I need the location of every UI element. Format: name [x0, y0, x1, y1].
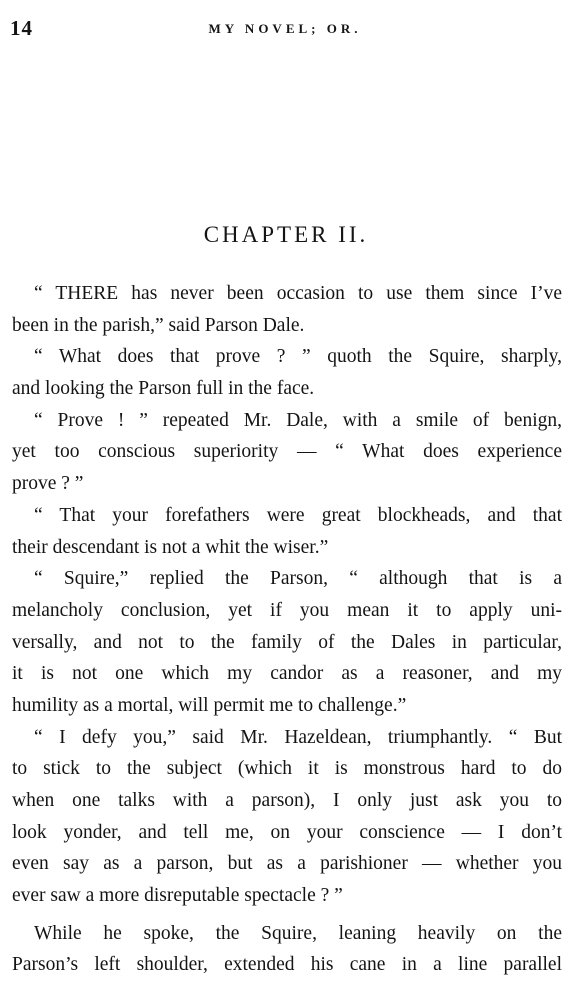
text-line: “ THERE has never been occasion to use them since I’ve [34, 283, 562, 304]
text-line: ever saw a more disreputable spectacle ? ” [12, 885, 343, 907]
text-line: Parson’s left shoulder, extended his cane in a line parallel [12, 954, 562, 976]
text-line: it is not one which my candor as a reasoner, and my [12, 663, 562, 685]
running-head-title: MY NOVEL; OR. [208, 21, 362, 36]
text-line: “ That your forefathers were great blockheads, and that [34, 504, 562, 526]
text-line: melancholy conclusion, yet if you mean it to apply uni- [12, 599, 562, 621]
text-line: look yonder, and tell me, on your conscience — I don’t [12, 821, 562, 843]
text-line: been in the parish,” said Parson Dale. [12, 314, 305, 336]
text-line: “ What does that prove ? ” quoth the Squire, sharply, [34, 346, 562, 368]
text-line: prove ? ” [12, 473, 84, 495]
text-line: to stick to the subject (which it is monstrous hard to do [12, 758, 562, 780]
text-line: “ Prove ! ” repeated Mr. Dale, with a smile of benign, [34, 409, 562, 431]
text-line: “ I defy you,” said Mr. Hazeldean, triumphantly. “ But [34, 726, 562, 748]
text-line: versally, and not to the family of the Dales in particular, [12, 631, 562, 653]
text-line: even say as a parson, but as a parishioner — whether you [12, 853, 562, 875]
page-number: 14 [10, 16, 33, 40]
text-line: their descendant is not a whit the wiser.” [12, 536, 329, 558]
body-text [12, 278, 562, 981]
text-line: when one talks with a parson), I only just ask you to [12, 790, 562, 811]
chapter-title: CHAPTER II. [203, 222, 369, 247]
text-line: yet too conscious superiority — “ What does experience [12, 441, 562, 463]
text-line: humility as a mortal, will permit me to challenge.” [12, 694, 407, 716]
text-line: While he spoke, the Squire, leaning heavily on the [34, 922, 562, 944]
text-line: “ Squire,” replied the Parson, “ although that is a [34, 568, 562, 590]
running-head [10, 16, 560, 40]
text-line: and looking the Parson full in the face. [12, 378, 315, 400]
